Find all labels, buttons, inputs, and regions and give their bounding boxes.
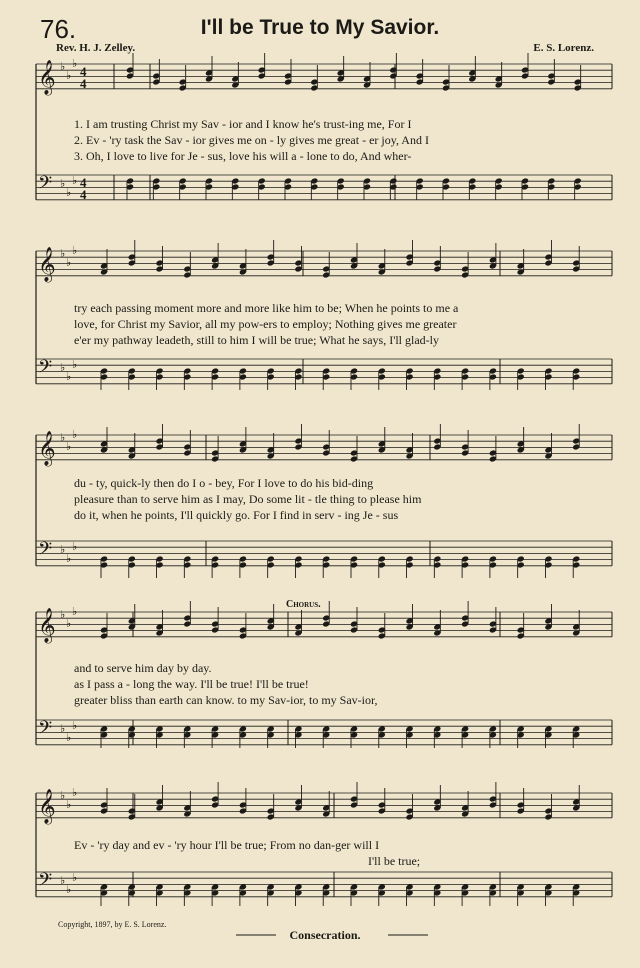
lyric-line: love, for Christ my Savior, all my pow-ers to employ; Nothing gives me greater	[74, 317, 457, 331]
flat-icon: ♭	[66, 370, 72, 383]
flat-icon: ♭	[66, 883, 72, 896]
flat-icon: ♭	[72, 605, 78, 618]
bass-clef-icon: 𝄢	[38, 173, 53, 198]
flat-icon: ♭	[72, 719, 78, 732]
flat-icon: ♭	[72, 540, 78, 553]
lyric-line: greater bliss than earth can know. to my Sav-ior, to my Sav-ior,	[74, 693, 378, 707]
lyric-line: I'll be true;	[368, 854, 421, 868]
composer-credit: E. S. Lorenz.	[533, 42, 594, 54]
flat-icon: ♭	[60, 361, 66, 374]
flat-icon: ♭	[66, 440, 72, 453]
flat-icon: ♭	[72, 358, 78, 371]
author-credit: Rev. H. J. Zelley.	[56, 42, 136, 54]
flat-icon: ♭	[60, 177, 66, 190]
flat-icon: ♭	[60, 543, 66, 556]
flat-icon: ♭	[60, 874, 66, 887]
flat-icon: ♭	[72, 244, 78, 257]
flat-icon: ♭	[60, 608, 66, 621]
flat-icon: ♭	[66, 69, 72, 82]
flat-icon: ♭	[60, 431, 66, 444]
treble-clef-icon: 𝄞	[38, 431, 56, 466]
flat-icon: ♭	[72, 428, 78, 441]
time-signature-icon: 4	[80, 76, 87, 91]
lyric-line: and to serve him day by day.	[74, 661, 212, 675]
flat-icon: ♭	[72, 786, 78, 799]
lyric-line: as I pass a - long the way. I'll be true! I'll be true!	[74, 677, 309, 691]
lyric-line: 1. I am trusting Christ my Sav - ior and I know he's trust-ing me, For I	[74, 117, 412, 131]
flat-icon: ♭	[72, 174, 78, 187]
time-signature-icon: 4	[80, 187, 87, 202]
lyric-line: 3. Oh, I love to live for Je - sus, love his will a - lone to do, And wher-	[74, 149, 412, 163]
flat-icon: ♭	[60, 60, 66, 73]
flat-icon: ♭	[66, 256, 72, 269]
lyric-line: try each passing moment more and more like him to be; When he points to me a	[74, 301, 459, 315]
bass-clef-icon: 𝄢	[38, 539, 53, 564]
next-hymn-title: Consecration.	[289, 928, 361, 942]
flat-icon: ♭	[66, 186, 72, 199]
treble-clef-icon: 𝄞	[38, 60, 56, 95]
flat-icon: ♭	[66, 798, 72, 811]
flat-icon: ♭	[60, 247, 66, 260]
treble-clef-icon: 𝄞	[38, 789, 56, 824]
time-signature-icon: 4	[80, 175, 87, 190]
lyric-line: e'er my pathway leadeth, still to him I will be true; What he says, I'll glad-ly	[74, 333, 440, 347]
bass-clef-icon: 𝄢	[38, 870, 53, 895]
hymn-title: I'll be True to My Savior.	[200, 16, 440, 39]
bass-clef-icon: 𝄢	[38, 718, 53, 743]
flat-icon: ♭	[60, 789, 66, 802]
lyric-line: 2. Ev - 'ry task the Sav - ior gives me on - ly gives me great - er joy, And I	[74, 133, 429, 147]
bass-clef-icon: 𝄢	[38, 357, 53, 382]
flat-icon: ♭	[66, 552, 72, 565]
hymn-number: 76.	[40, 14, 77, 44]
flat-icon: ♭	[72, 57, 78, 70]
time-signature-icon: 4	[80, 64, 87, 79]
copyright-notice: Copyright, 1897, by E. S. Lorenz.	[58, 920, 167, 929]
treble-clef-icon: 𝄞	[38, 608, 56, 643]
lyric-line: du - ty, quick-ly then do I o - bey, For I love to do his bid-ding	[74, 476, 374, 490]
treble-clef-icon: 𝄞	[38, 247, 56, 282]
flat-icon: ♭	[72, 871, 78, 884]
lyric-line: pleasure than to serve him as I may, Do some lit - tle thing to please him	[74, 492, 422, 506]
flat-icon: ♭	[60, 722, 66, 735]
lyric-line: Ev - 'ry day and ev - 'ry hour I'll be true; From no dan-ger will I	[74, 838, 380, 852]
chorus-label: Chorus.	[286, 599, 321, 610]
flat-icon: ♭	[66, 617, 72, 630]
lyric-line: do it, when he points, I'll quickly go. For I find in serv - ing Je - sus	[74, 508, 399, 522]
flat-icon: ♭	[66, 731, 72, 744]
